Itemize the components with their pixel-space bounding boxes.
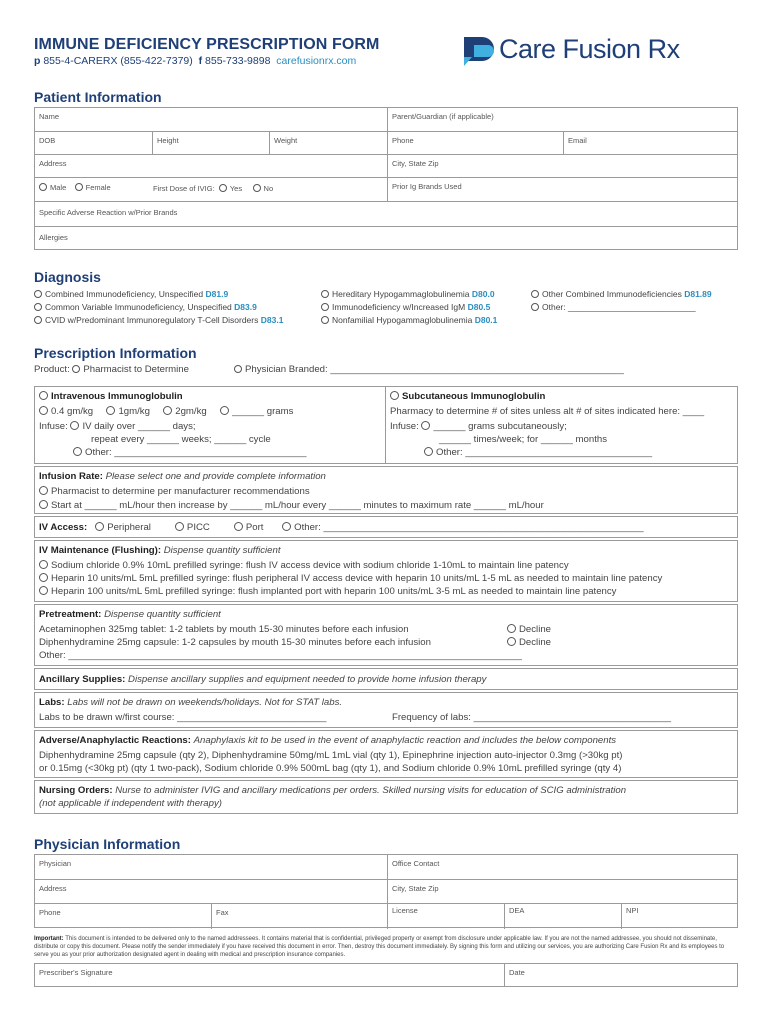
- patient-city-field[interactable]: City, State Zip: [387, 155, 737, 177]
- maint-heparin100-option[interactable]: Heparin 100 units/mL 5mL prefilled syringe: flush implanted port with heparin 100 units/mL 3-5 mL as needed to maintain line patency: [39, 586, 616, 597]
- nursing-label: Nursing Orders:: [39, 785, 113, 796]
- first-dose-no-radio[interactable]: [253, 184, 261, 192]
- pretreatment-label: Pretreatment:: [39, 609, 102, 620]
- iv-access-label: IV Access:: [39, 522, 88, 533]
- dea-field[interactable]: DEA: [504, 904, 621, 929]
- ivig-other-row[interactable]: Other: ____________________________________: [73, 447, 306, 458]
- adverse-reaction-field[interactable]: Specific Adverse Reaction w/Prior Brands: [39, 208, 178, 217]
- fax-number: 855-733-9898: [205, 55, 271, 67]
- nursing-note-2: (not applicable if independent with therapy): [39, 798, 222, 809]
- scig-infuse-row: Infuse: ______ grams subcutaneously;: [390, 421, 567, 432]
- iv-maintenance-box: [34, 540, 738, 602]
- patient-section-title: Patient Information: [34, 89, 162, 105]
- infusion-rate-note: Please select one and provide complete information: [105, 471, 326, 482]
- brand-logo: [462, 34, 742, 68]
- height-field[interactable]: Height: [152, 132, 269, 154]
- dx-option-other[interactable]: Other: ___________________________: [531, 302, 696, 312]
- ancillary-box: [34, 668, 738, 690]
- website-link[interactable]: carefusionrx.com: [276, 55, 357, 67]
- signature-grid: [34, 963, 738, 987]
- ivig-infuse-row: Infuse: IV daily over ______ days;: [39, 421, 196, 432]
- adverse-label: Adverse/Anaphylactic Reactions:: [39, 735, 191, 746]
- physician-address-field[interactable]: Address: [39, 884, 67, 893]
- npi-field[interactable]: NPI: [621, 904, 737, 929]
- physician-section-title: Physician Information: [34, 836, 181, 852]
- adverse-line-2: or 0.15mg (<30kg pt) (qty 1 two-pack), Sodium chloride 0.9% 500mL bag (qty 1), and Sodium chloride 0.9% 10mL prefilled syringe (qty 4): [39, 763, 622, 774]
- pretreatment-box: [34, 604, 738, 666]
- prescription-section-title: Prescription Information: [34, 345, 197, 361]
- patient-address-field[interactable]: Address: [39, 159, 67, 168]
- legal-notice: Important: This document is intended to be delivered only to the named addressees. It contains material that is confidential, privileged property or exempt from disclosure under applicable law. If you are not the named addressee, you should not disseminate, distribute or copy this document. Please notify the sender immediately if you have received this document in error. Then, destroy this document immediately. By signing this form and utilizing our services, you are authorizing Care Fusion Rx and its employees to serve you as your prior authorization designated agent in dealing with medical and prescription insurance companies.: [34, 936, 725, 958]
- labs-note: Labs will not be drawn on weekends/holidays. Not for STAT labs.: [67, 697, 343, 708]
- rate-custom-option[interactable]: Start at ______ mL/hour then increase by ______ mL/hour every ______ minutes to maximum rate ______ mL/hour: [39, 500, 544, 511]
- physician-phone-field[interactable]: Phone: [39, 908, 61, 917]
- scig-other-row[interactable]: Other: ___________________________________: [424, 447, 652, 458]
- ivig-repeat-row: repeat every ______ weeks; ______ cycle: [91, 434, 271, 445]
- female-radio[interactable]: [75, 183, 83, 191]
- phone-prefix: p: [34, 55, 41, 67]
- infusion-rate-label: Infusion Rate:: [39, 471, 103, 482]
- care-fusion-logo-icon: [462, 35, 494, 67]
- labs-label: Labs:: [39, 697, 65, 708]
- product-row: Product: Pharmacist to Determine: [34, 364, 189, 375]
- maint-heparin10-option[interactable]: Heparin 10 units/mL 5mL prefilled syringe: flush peripheral IV access device with heparin 10 units/mL 1-5 mL as needed to maintain line patency: [39, 573, 662, 584]
- ivig-option[interactable]: Intravenous Immunoglobulin: [39, 391, 183, 402]
- dx-option[interactable]: Immunodeficiency w/Increased IgM D80.5: [321, 302, 490, 312]
- dx-option[interactable]: Combined Immunodeficiency, Unspecified D81.9: [34, 289, 228, 299]
- male-radio[interactable]: [39, 183, 47, 191]
- contact-line: [34, 55, 356, 67]
- weight-field[interactable]: Weight: [269, 132, 387, 154]
- patient-phone-field[interactable]: Phone: [387, 132, 563, 154]
- maint-sodium-option[interactable]: Sodium chloride 0.9% 10mL prefilled syringe: flush IV access device with sodium chloride 1-10mL to maintain line patency: [39, 560, 569, 571]
- labs-frequency[interactable]: Frequency of labs: _____________________________________: [392, 712, 672, 723]
- patient-email-field[interactable]: Email: [563, 132, 737, 154]
- adverse-line-1: Diphenhydramine 25mg capsule (qty 2), Diphenhydramine 50mg/mL 1mL vial (qty 1), Epinephrine injection auto-injector 0.3mg (>30kg pt): [39, 750, 623, 761]
- dx-option[interactable]: Other Combined Immunodeficiencies D81.89: [531, 289, 712, 299]
- phone-number: 855-4-CARERX (855-422-7379): [43, 55, 193, 67]
- pre-other[interactable]: Other: _____________________________________________________________________________________: [39, 650, 522, 661]
- infusion-rate-box: [34, 466, 738, 514]
- diagnosis-section-title: Diagnosis: [34, 269, 101, 285]
- dob-field[interactable]: DOB: [39, 136, 56, 145]
- peripheral-radio[interactable]: [95, 522, 104, 531]
- first-dose-yes-radio[interactable]: [219, 184, 227, 192]
- sex-first-dose-field: Male Female First Dose of IVIG: Yes No: [35, 178, 387, 201]
- dx-option[interactable]: Nonfamilial Hypogammaglobulinemia D80.1: [321, 315, 497, 325]
- physician-grid: [34, 854, 738, 928]
- scig-sites-row: Pharmacy to determine # of sites unless alt # of sites indicated here: ____: [390, 406, 705, 417]
- physician-city-field[interactable]: City, State Zip: [387, 880, 737, 903]
- labs-first-course[interactable]: Labs to be drawn w/first course: ____________________________: [39, 712, 327, 723]
- decline-diphenhydramine[interactable]: Decline: [507, 637, 551, 648]
- logo-text: Care Fusion Rx: [499, 34, 680, 64]
- dx-option[interactable]: Hereditary Hypogammaglobulinemia D80.0: [321, 289, 495, 299]
- nursing-box: [34, 780, 738, 814]
- prescriber-signature-field[interactable]: Prescriber's Signature: [39, 968, 113, 977]
- signature-date-field[interactable]: Date: [504, 964, 737, 986]
- iv-access-box: IV Access: Peripheral PICC Port Other: ____________________________________________________________: [34, 516, 738, 538]
- access-other-radio[interactable]: [282, 522, 291, 531]
- labs-box: [34, 692, 738, 728]
- ig-type-box: [34, 386, 738, 464]
- pre-diphenhydramine: Diphenhydramine 25mg capsule: 1-2 capsules by mouth 15-30 minutes before each infusion: [39, 637, 431, 648]
- prior-brands-field[interactable]: Prior Ig Brands Used: [387, 178, 737, 201]
- license-field[interactable]: License: [387, 904, 504, 929]
- nursing-note: Nurse to administer IVIG and ancillary medications per orders. Skilled nursing visits for education of SCIG administration: [115, 785, 627, 796]
- adverse-note: Anaphylaxis kit to be used in the event of anaphylactic reaction and includes the below components: [193, 735, 617, 746]
- maintenance-label: IV Maintenance (Flushing):: [39, 545, 162, 556]
- port-radio[interactable]: [234, 522, 243, 531]
- fax-prefix: f: [198, 55, 203, 67]
- ancillary-note: Dispense ancillary supplies and equipment needed to provide home infusion therapy: [128, 674, 487, 685]
- scig-frequency-row: ______ times/week; for ______ months: [439, 434, 607, 445]
- scig-option[interactable]: Subcutaneous Immunoglobulin: [390, 391, 545, 402]
- patient-grid: [34, 107, 738, 250]
- pre-acetaminophen: Acetaminophen 325mg tablet: 1-2 tablets by mouth 15-30 minutes before each infusion: [39, 624, 409, 635]
- product-physician-option[interactable]: Physician Branded: _______________________________________________________: [234, 364, 624, 375]
- picc-radio[interactable]: [175, 522, 184, 531]
- first-dose-label: First Dose of IVIG:: [153, 184, 215, 193]
- parent-guardian-field[interactable]: Parent/Guardian (if applicable): [387, 108, 737, 131]
- office-contact-field[interactable]: Office Contact: [387, 855, 737, 879]
- pretreatment-note: Dispense quantity sufficient: [104, 609, 221, 620]
- allergies-field[interactable]: Allergies: [39, 233, 68, 242]
- form-title: IMMUNE DEFICIENCY PRESCRIPTION FORM: [34, 36, 380, 53]
- rate-pharmacist-option[interactable]: Pharmacist to determine per manufacturer recommendations: [39, 486, 310, 497]
- physician-fax-field[interactable]: Fax: [211, 904, 387, 929]
- decline-acetaminophen[interactable]: Decline: [507, 624, 551, 635]
- patient-name-field[interactable]: Name: [39, 112, 60, 121]
- maintenance-note: Dispense quantity sufficient: [163, 545, 281, 556]
- physician-name-field[interactable]: Physician: [39, 859, 72, 868]
- adverse-box: [34, 730, 738, 778]
- ivig-dose-row: 0.4 gm/kg 1gm/kg 2gm/kg ______ grams: [39, 406, 293, 417]
- product-pharmacist-radio[interactable]: [72, 365, 80, 373]
- dx-option[interactable]: Common Variable Immunodeficiency, Unspecified D83.9: [34, 302, 257, 312]
- ancillary-label: Ancillary Supplies:: [39, 674, 126, 685]
- dx-option[interactable]: CVID w/Predominant Immunoregulatory T-Cell Disorders D83.1: [34, 315, 283, 325]
